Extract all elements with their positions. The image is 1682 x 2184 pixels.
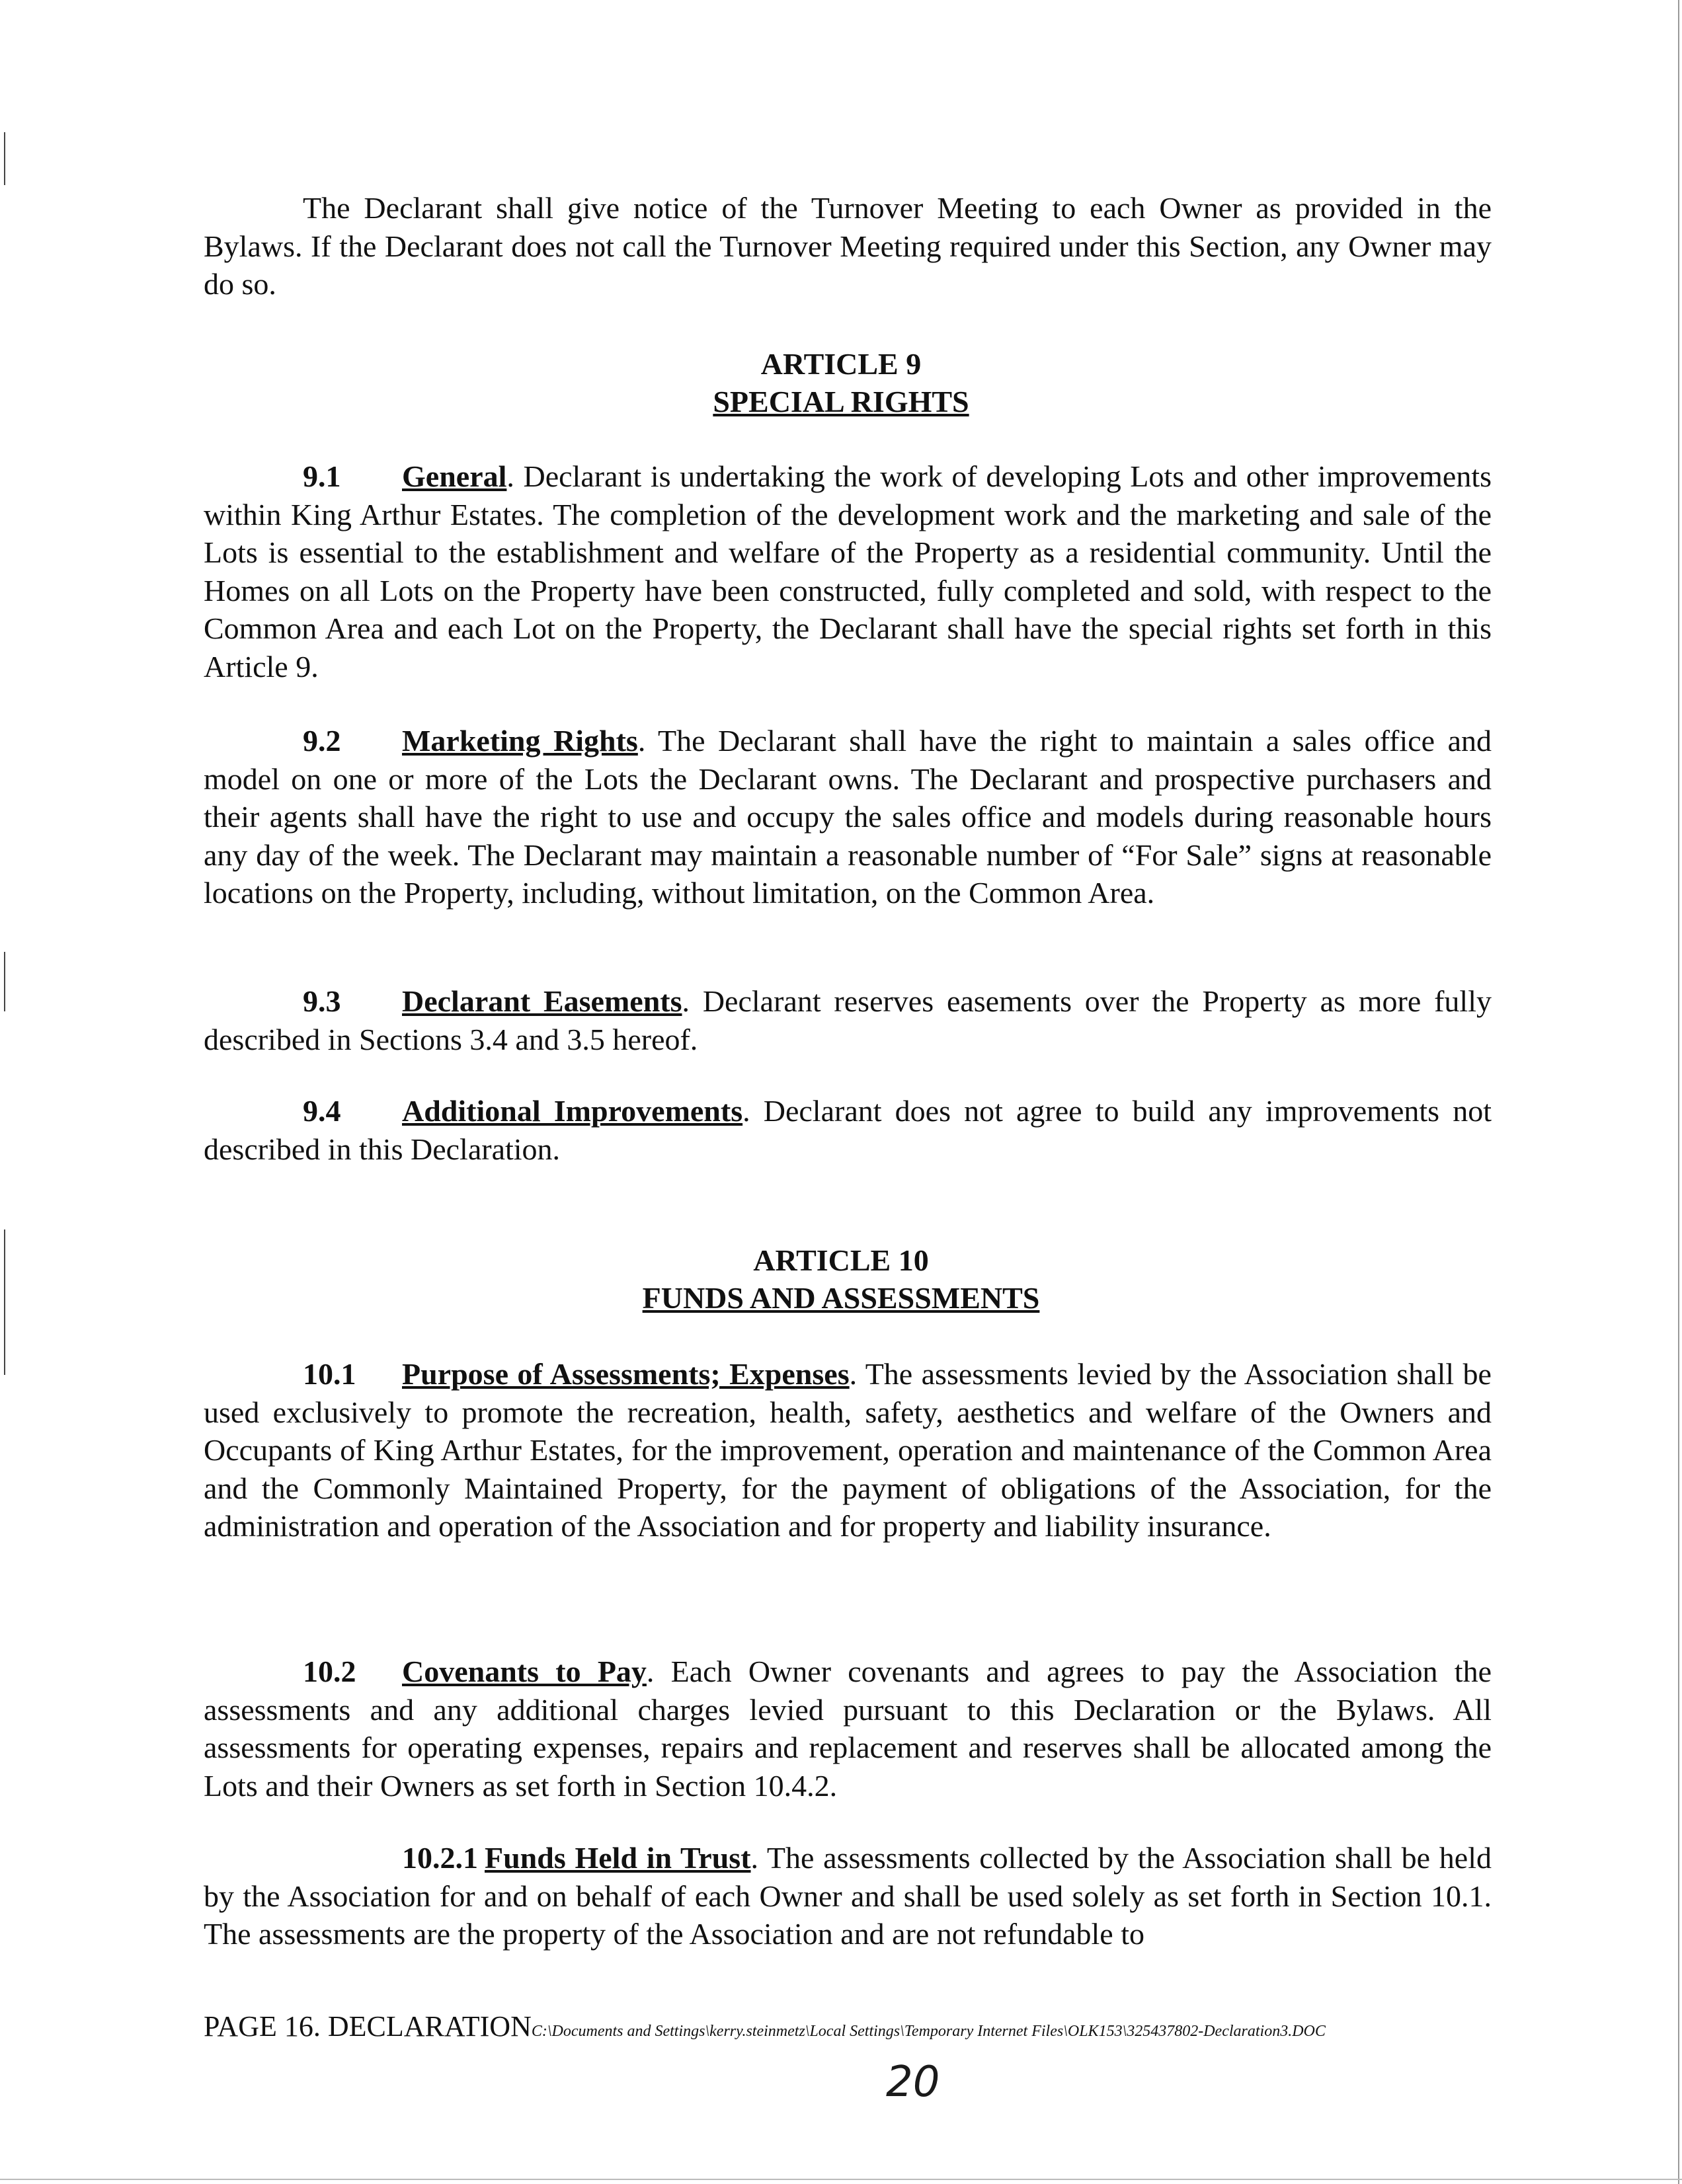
section-text: . Declarant is undertaking the work of developing Lots and other improvements within King Arthur Estates. The completion of the development work and the marketing and sale of the Lots is essential to the establishment and welfare of the Property as a residential community. Until the Homes on all Lots on the Property have been constructed, fully completed and sold, with respect to the Common Area and each Lot on the Property, the Declarant shall have the special rights set forth in this Article 9. <box>204 459 1492 683</box>
section-number: 10.2 <box>303 1655 356 1688</box>
section-heading: Marketing Rights <box>402 724 638 758</box>
footer-file-path: C:\Documents and Settings\kerry.steinmetz\Local Settings\Temporary Internet Files\OLK153\325437802-Declaration3.DOC <box>531 2023 1326 2040</box>
article-10-heading <box>0 1241 1682 1317</box>
page-footer <box>204 2009 1326 2048</box>
section-number: 9.2 <box>303 724 341 758</box>
section-text: . Each Owner covenants and agrees to pay the Association the assessments and any additional charges levied pursuant to this Declaration or the Bylaws. All assessments for operating expenses, repairs and replacement and reserves shall be allocated among the Lots and their Owners as set forth in Section 10.4.2. <box>204 1655 1492 1803</box>
article-9-heading <box>0 345 1682 420</box>
section-number: 9.1 <box>303 459 341 493</box>
section-10-2 <box>204 1653 1492 1805</box>
article-9-label: ARTICLE 9 <box>760 347 922 381</box>
scan-edge-mark <box>4 132 5 185</box>
section-heading: General <box>402 459 507 493</box>
article-10-title: FUNDS AND ASSESSMENTS <box>642 1281 1040 1315</box>
section-text: . Declarant does not agree to build any improvements not described in this Declaration. <box>204 1094 1492 1166</box>
section-10-1 <box>204 1355 1492 1545</box>
section-text: . The Declarant shall have the right to maintain a sales office and model on one or more of the Lots the Declarant owns. The Declarant and prospective purchasers and their agents shall have the right to use and occupy the sales office and models during reasonable hours any day of the week. The Declarant may maintain a reasonable number of “For Sale” signs at reasonable locations on the Property, including, without limitation, on the Common Area. <box>204 724 1492 910</box>
intro-paragraph <box>204 189 1492 303</box>
section-heading: Covenants to Pay <box>402 1655 647 1688</box>
footer-page-label: PAGE 16. DECLARATION <box>204 2010 532 2043</box>
section-9-3 <box>204 982 1492 1058</box>
section-number: 10.1 <box>303 1357 356 1391</box>
article-9-title: SPECIAL RIGHTS <box>713 385 969 418</box>
section-number: 9.3 <box>303 984 341 1018</box>
section-text: . The assessments collected by the Association shall be held by the Association for and on behalf of each Owner and shall be used solely as set forth in Section 10.1. The assessments are the property of the Association and are not refundable to <box>204 1841 1492 1951</box>
section-heading: Additional Improvements <box>402 1094 743 1128</box>
section-9-2 <box>204 722 1492 912</box>
scan-edge-mark <box>1678 0 1679 2184</box>
handwritten-page-number: 20 <box>886 2058 940 2107</box>
section-number: 10.2.1 <box>402 1841 478 1875</box>
section-heading: Funds Held in Trust <box>485 1841 751 1875</box>
section-9-4 <box>204 1092 1492 1168</box>
section-text: . The assessments levied by the Association shall be used exclusively to promote the recreation, health, safety, aesthetics and welfare of the Owners and Occupants of King Arthur Estates, for the improvement, operation and maintenance of the Common Area and the Commonly Maintained Property, for the payment of obligations of the Association, for the administration and operation of the Association and for property and liability insurance. <box>204 1357 1492 1543</box>
scan-edge-mark <box>4 952 5 1011</box>
section-text: . Declarant reserves easements over the Property as more fully described in Sections 3.4 and 3.5 hereof. <box>204 984 1492 1056</box>
section-10-2-1 <box>204 1839 1492 1953</box>
section-number: 9.4 <box>303 1094 341 1128</box>
intro-text: The Declarant shall give notice of the Turnover Meeting to each Owner as provided in the Bylaws. If the Declarant does not call the Turnover Meeting required under this Section, any Owner may do so. <box>204 191 1492 301</box>
scan-edge-mark <box>0 2179 1682 2180</box>
section-9-1 <box>204 457 1492 685</box>
section-heading: Declarant Easements <box>402 984 682 1018</box>
section-heading: Purpose of Assessments; Expenses <box>402 1357 850 1391</box>
article-10-label: ARTICLE 10 <box>753 1243 929 1277</box>
